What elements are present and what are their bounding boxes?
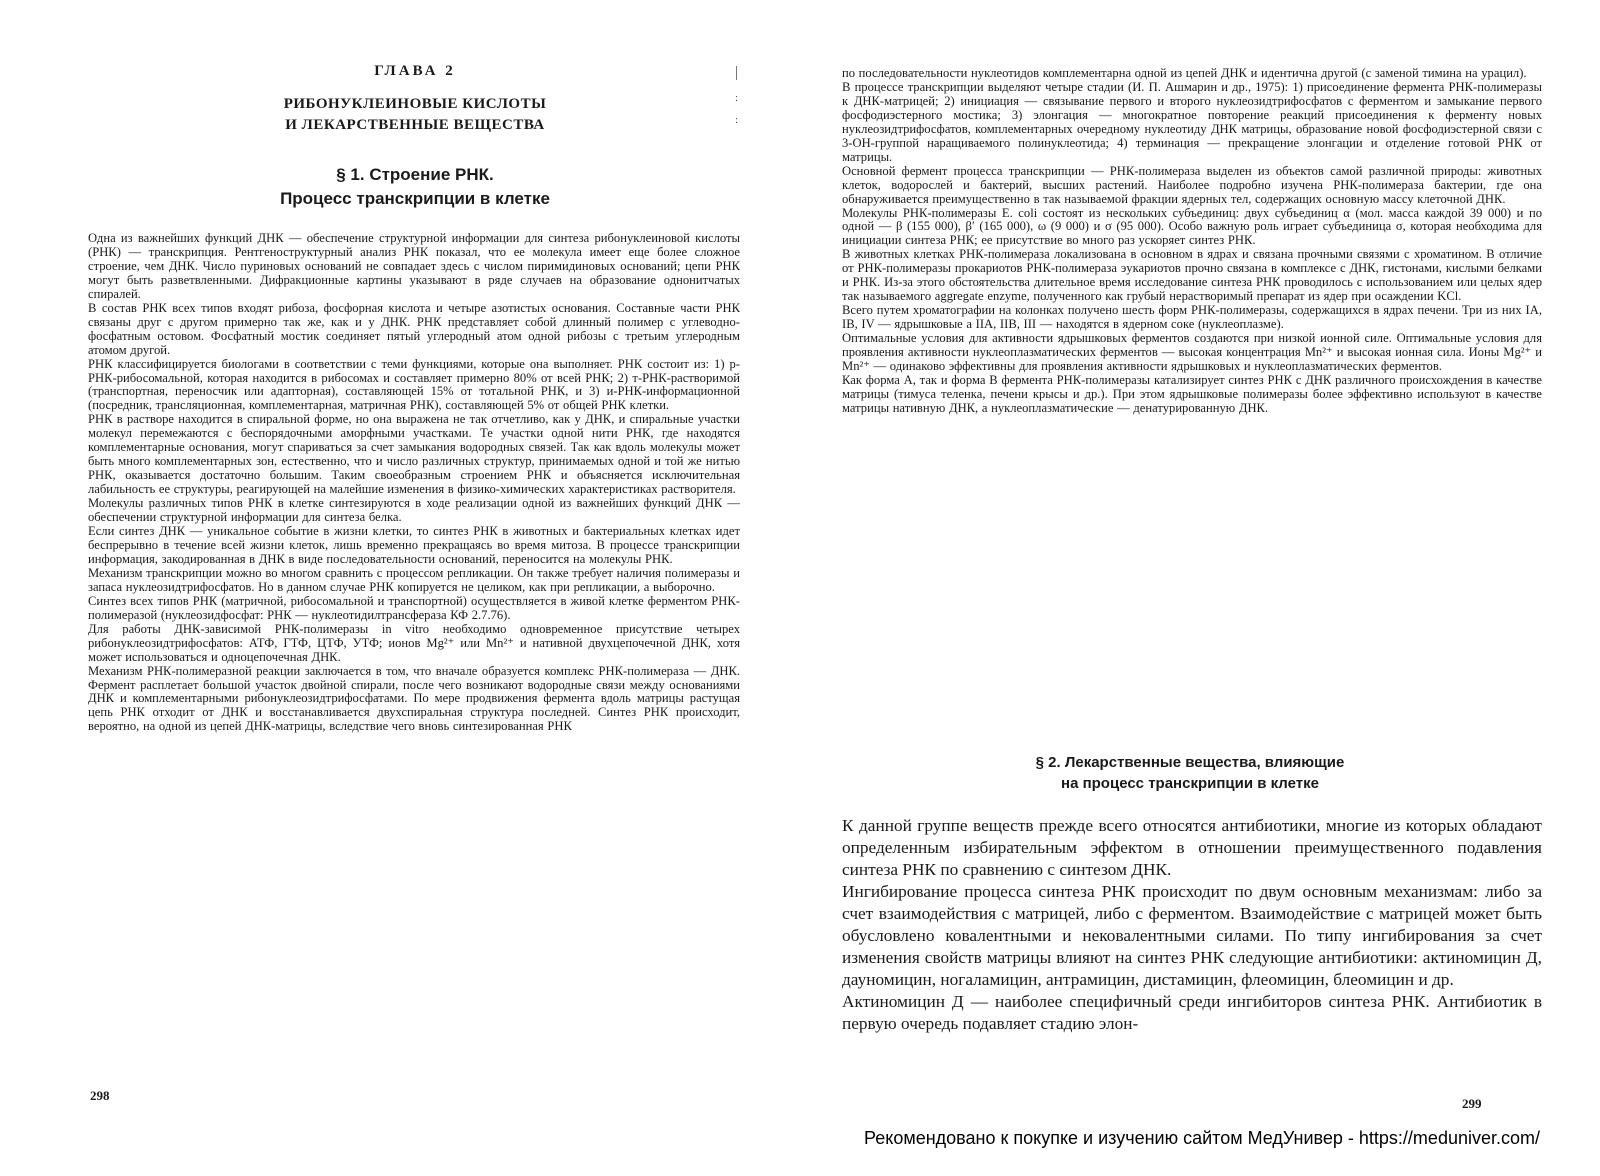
margin-mark: : [735, 114, 739, 126]
margin-mark: : [735, 92, 739, 104]
left-page-body: Одна из важнейших функций ДНК — обеспечение структурной информации для синтеза рибонуклеиновой кислоты (РНК) — транскрипция. Рентгеноструктурный анализ РНК показал, что ее молекула имеет еще более сложное строение, чем ДНК. Число пуриновых оснований не совпадает здесь с числом пиримидиновых оснований; цепи РНК могут быть разветвленными. Дифракционные картины указывают в ряде случаев на образование однонитчатых спиралей. В состав РНК всех типов входят рибоза, фосфорная кислота и четыре азотистых основания. Составные части РНК связаны друг с другом примерно так же, как и у ДНК. РНК представляет собой длинный полимер с углеводно-фосфатным остовом. Фосфатный мостик соединяет пятый углеродный атом одной рибозы с третьим углеродным атомом другой. РНК классифицируется биологами в соответствии с теми функциями, которые она выполняет. РНК состоит из: 1) р-РНК-рибосомальной, которая находится в рибосомах и составляет примерно 80% от всей РНК; 2) т-РНК-растворимой (транспортная, переносчик или адапторная), составляющей 15% от тотальной РНК, и 3) и-РНК-информационной (посредник, трансляционная, комплементарная, матричная РНК), составляющей 5% от общей РНК клетки. РНК в растворе находится в спиральной форме, но она выражена не так отчетливо, как у ДНК, и спиральные участки молекул перемежаются с беспорядочными аморфными участками. Те участки одной нити РНК, где находятся комплементарные основания, могут спариваться за счет замыкания водородных связей. Так как вдоль молекулы может быть много комплементарных зон, естественно, что и число различных структур, принимаемых одной и той же нитью РНК, оказывается достаточно большим. Таким своеобразным строением РНК и объясняется исключительная лабильность ее структуры, реагирующей на малейшие изменения в физико-химических характеристиках растворителя. Молекулы различных типов РНК в клетке синтезируются в ходе реализации одной из важнейших функций ДНК — обеспечении структурной информации для синтеза белка. Если синтез ДНК — уникальное событие в жизни клетки, то синтез РНК в животных и бактериальных клетках идет беспрерывно в течение всей жизни клеток, лишь временно прекращаясь во время митоза. В процессе транскрипции информация, закодированная в ДНК в виде последовательности оснований, переносится на молекулы РНК. Механизм транскрипции можно во многом сравнить с процессом репликации. Он также требует наличия полимеразы и запаса нуклеозидтрифосфатов. Но в данном случае РНК копируется не целиком, как при репликации, а выборочно. Синтез всех типов РНК (матричной, рибосомальной и транспортной) осуществляется в живой клетке ферментом РНК-полимеразой (нуклеозидфосфат: РНК — нуклеотидилтрансфераза КФ 2.7.76). Для работы ДНК-зависимой РНК-полимеразы in vitro необходимо одновременное присутствие четырех рибонуклеозидтрифосфатов: АТФ, ГТФ, ЦТФ, УТФ; ионов Mg²⁺ или Mn²⁺ и нативной двухцепочечной ДНК, хотя может использоваться и одноцепочечная ДНК. Механизм РНК-полимеразной реакции заключается в том, что вначале образуется комплекс РНК-полимераза — ДНК. Фермент расплетает большой участок двойной спирали, после чего возникают водородные связи между основаниями ДНК и комплементарными рибонуклеозидтрифосфатами. По мере продвижения фермента вдоль матрицы растущая цепь РНК отходит от ДНК и восстанавливается двухспиральная структура последней. Синтез РНК происходит, вероятно, на одной из цепей ДНК-матрицы, вследствие чего вновь синтезированная РНК [88, 231, 740, 734]
section-heading-1: § 1. Строение РНК. Процесс транскрипции в клетке [280, 165, 550, 208]
page-number-right: 299 [1462, 1096, 1482, 1111]
section-heading-2: § 2. Лекарственные вещества, влияющие на процесс транскрипции в клетке [1035, 754, 1345, 792]
margin-mark [736, 66, 737, 80]
page-number-left: 298 [90, 1088, 110, 1103]
right-page-body: по последовательности нуклеотидов комплементарна одной из цепей ДНК и идентична другой (с заменой тимина на урацил). В процессе транскрипции выделяют четыре стадии (И. П. Ашмарин и др., 1975): 1) присоединение фермента РНК-полимеразы к ДНК-матрицей; 2) инициация — связывание первого и второго нуклеозидтрифосфатов с ферментом и замыкание первого фосфодиэстерного мостика; 3) элонгация — многократное повторение реакций присоединения к ферменту новых нуклеозидтрифосфатов, комплементарных очередному нуклеотиду ДНК матрицы, образование новой фосфодиэстерной связи с 3-ОН-группой наращиваемого полинуклеотида; 4) терминация — прекращение элонгации и отделение готовой РНК от матрицы. Основной фермент процесса транскрипции — РНК-полимераза выделен из объектов самой различной природы: животных клеток, водорослей и бактерий, высших растений. Наиболее подробно изучена РНК-полимераза бактерии, где она обнаруживается преимущественно в так называемой фракции ядерных тел, содержащих основную массу клеточной ДНК. Молекулы РНК-полимеразы E. coli состоят из нескольких субъединиц: двух субъединиц α (мол. масса каждой 39 000) и по одной — β (155 000), β′ (165 000), ω (9 000) и σ (95 000). Особо важную роль играет субъединица σ, которая необходима для инициации синтеза РНК; ее присутствие во много раз ускоряет синтез РНК. В животных клетках РНК-полимераза локализована в основном в ядрах и связана прочными связями с хроматином. В отличие от РНК-полимеразы прокариотов РНК-полимераза эукариотов прочно связана в комплексе с ДНК, гистонами, кислыми белками и РНК. Из-за этого обстоятельства длительное время исследование синтеза РНК проводилось с использованием или целых ядер так называемого aggregate enzyme, полученного как грубый нерастворимый препарат из ядер при осаждении KCl. Всего путем хроматографии на колонках получено шесть форм РНК-полимеразы, содержащихся в ядрах печени. Три из них IA, IB, IV — ядрышковые а IIA, IIB, III — находятся в ядерном соке (нуклеоплазме). Оптимальные условия для активности ядрышковых ферментов создаются при низкой ионной силе. Оптимальные условия для проявления активности нуклеоплазматических ферментов — высокая концентрация Mn²⁺ и высокая ионная сила. Ионы Mg²⁺ и Mn²⁺ — одинаково эффективны для проявления активности ядрышковых и нуклеоплазматических ферментов. Как форма А, так и форма В фермента РНК-полимеразы катализирует синтез РНК с ДНК различного происхождения в качестве матрицы (тимуса теленка, печени крысы и др.). При этом ядрышковые полимеразы более эффективно используют в качестве матрицы нативную ДНК, а нуклеоплазматические — денатурированную ДНК. [842, 66, 1542, 415]
chapter-label: ГЛАВА 2 [374, 63, 456, 79]
footer-note: Рекомендовано к покупке и изучению сайтом МедУнивер - https://meduniver.com/ [864, 1128, 1540, 1148]
chapter-title: РИБОНУКЛЕИНОВЫЕ КИСЛОТЫ И ЛЕКАРСТВЕННЫЕ ВЕЩЕСТВА [283, 96, 547, 133]
right-page [800, 0, 1600, 1176]
right-page-large-body: К данной группе веществ прежде всего относятся антибиотики, многие из которых обладают определенным избирательным эффектом в отношении преимущественного подавления синтеза РНК по сравнению с синтезом ДНК. Ингибирование процесса синтеза РНК происходит по двум основным механизмам: либо за счет взаимодействия с матрицей, либо с ферментом. Взаимодействие с матрицей может быть обусловлено ковалентными и нековалентными силами. По типу ингибирования за счет изменения свойств матрицы влияют на синтез РНК следующие антибиотики: актиномицин Д, дауномицин, ногаламицин, антрамицин, дистамицин, флеомицин, блеомицин и др. Актиномицин Д — наиболее специфичный среди ингибиторов синтеза РНК. Антибиотик в первую очередь подавляет стадию элон- [842, 816, 1542, 1033]
